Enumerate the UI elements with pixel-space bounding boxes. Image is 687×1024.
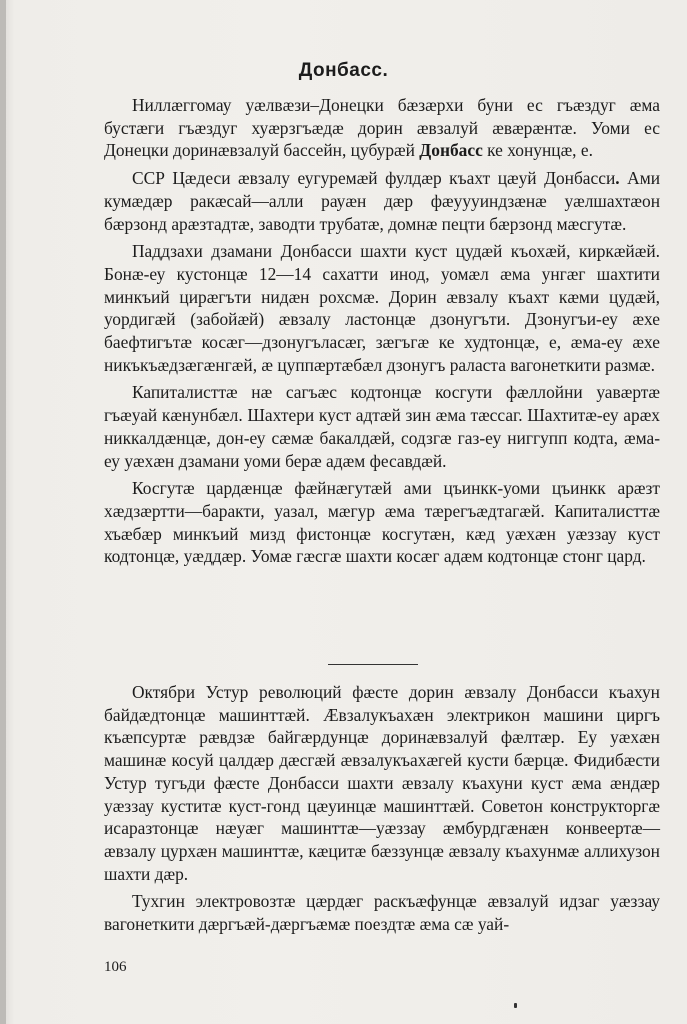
paragraph-1-bold-term: Донбасс [419, 140, 483, 161]
page-binding-edge [0, 0, 6, 1024]
paragraph-2-text-c: Ами кумæдæр ракæсай—алли рауæн дæр фæуууиндзæнæ уæлшахтæон бæрзонд арæзтадтæ, заводти трубатæ, домнæ пецти бæрзонд мæсгутæ. [104, 168, 661, 234]
page-title: Донбасс. [298, 60, 389, 81]
section-divider [328, 664, 418, 665]
paragraph-5: Косгутæ цардæнцæ фæйнæгутæй ами цъинкк-уоми цъинкк арæзт хæдзæртти—баракти, уазал, мæгур æма тæрегъæдтагæй. Капиталисттæ хъæбæр минкъий мизд фистонцæ косгутæн, кæд уæхæн уæззау куст кодтонцæ, уæддæр. Уомæ гæсгæ шахти косæг адæм кодтонцæ стонг цард. [104, 478, 660, 567]
text-section-2 [104, 681, 660, 941]
page-number: 106 [104, 959, 127, 975]
paragraph-2-bold-period: . [615, 168, 620, 189]
scan-speck [514, 1003, 517, 1008]
text-section-1 [104, 94, 660, 573]
paragraph-1-text-c: ке хонунцæ, е. [482, 140, 593, 161]
paragraph-1-text-a: Ниллæггомау уæлвæзи–Донецки бæзæрхи буни ес гъæздуг æма бустæги гъæздуг хуæрзгъæдæ дорин æвзалуй æвæрæнтæ. Уоми ес Донецки доринæвзалуй бассейн, цубурæй [104, 95, 660, 161]
paragraph-2 [104, 167, 660, 235]
paragraph-6: Октябри Устур революций фæсте дорин æвзалу Донбасси къахун байдæдтонцæ машинттæй. Æвзалукъахæн электрикон машини циргъ къæпсуртæ рæвдзæ байгæрдунцæ доринæвзалуй фæлтæр. Еу уæхæн машинæ косуй цалдæр дæсгæй æвзалукъахæгей кусти бæрцæ. Фидибæсти Устур тугъди фæсте Донбасси шахти æвзалу къахуни куст æма æндæр уæззау куститæ куст-гонд цæуинцæ машинттæй. Советон конструкторгæ исаразтонцæ нæуæг машинттæ—уæззау æмбурдгæнæн конвеертæ—æвзалу цурхæн машинттæ, кæцитæ бæззунцæ æвзалу къахунмæ аллихузон шахти дæр. [104, 682, 660, 884]
paragraph-1 [104, 94, 660, 162]
paragraph-2-text-a: ССР Цæдеси æвзалу еугуремæй фулдæр къахт цæуй Донбасси [132, 168, 616, 189]
paragraph-7: Тухгин электровозтæ цæрдæг раскъæфунцæ æвзалуй идзаг уæззау вагонеткити дæргъæй-дæргъæмæ поездтæ æма сæ уай- [104, 891, 660, 935]
paragraph-3: Паддзахи дзамани Донбасси шахти куст цудæй къохæй, киркæйæй. Бонæ-еу кустонцæ 12—14 сахатти инод, уомæл æма унгæг шахтити минкъий цирæгъти нидæн рохсмæ. Дорин æвзалу къахт кæми цудæй, уордигæй (забойæй) æвзалу ластонцæ дзонугъти. Дзонугъи-еу æхе баефтигътæ косæг—дзонугъласæг, зæгъгæ ке худтонцæ, е, æма-еу æхе никъкъæдзæгæнгæй, æ цуппæртæбæл дзонугъ раласта вагонеткити размæ. [104, 241, 660, 375]
paragraph-4: Капиталисттæ нæ сагъæс кодтонцæ косгути фæллойни уавæртæ гъæуай кæнунбæл. Шахтери куст адтæй зин æма тæссаг. Шахтитæ-еу арæх никкалдæнцæ, дон-еу сæмæ бакалдæй, содзгæ газ-еу ниггупп кодта, æма-еу уæхæн дзамани уоми берæ адæм фесавдæй. [104, 382, 660, 471]
